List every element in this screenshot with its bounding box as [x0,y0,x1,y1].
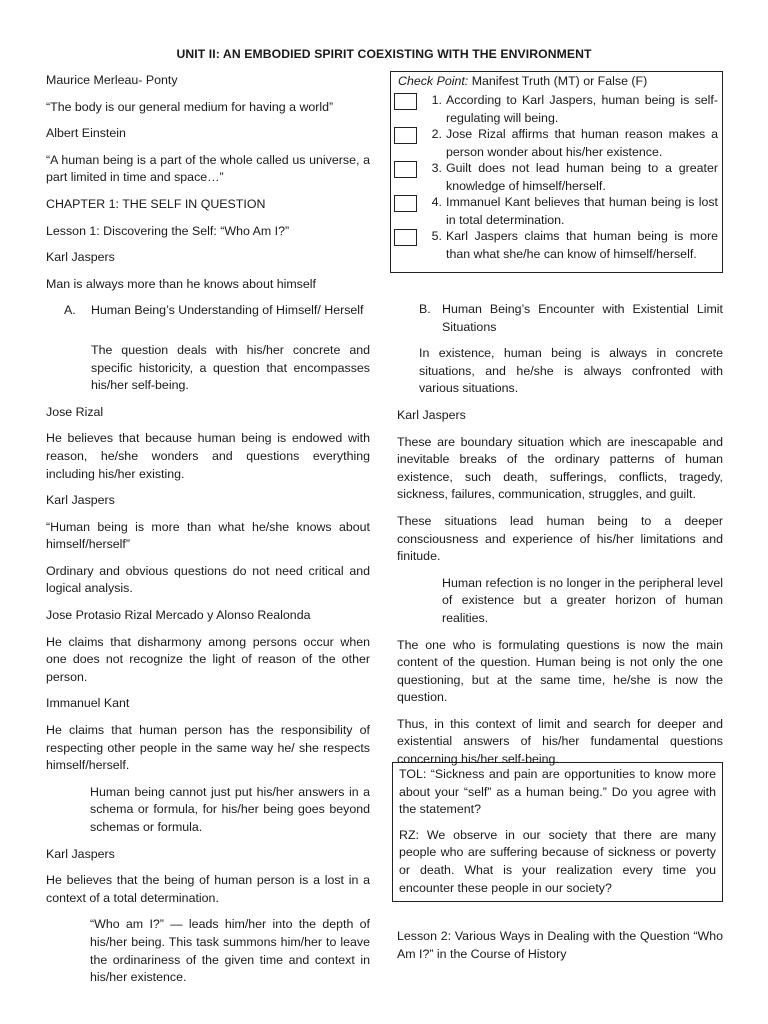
item-number: 4. [431,195,442,209]
paragraph: Human refection is no longer in the peripheral level of existence but a greater horizon of human realities. [442,575,723,625]
paragraph: “Who am I?” — leads him/her into the depth of his/her being. This task summons him/her to leave the ordinariness of the given time and context in his/her existence. [90,917,370,985]
author-name: Jose Rizal [46,404,104,419]
author-name: Karl Jaspers [46,250,115,265]
section-letter: A. [64,303,76,318]
paragraph: Ordinary and obvious questions do not need critical and logical analysis. [46,563,370,596]
author-name: Albert Einstein [46,126,126,141]
author-name: Jose Protasio Rizal Mercado y Alonso Realonda [46,608,311,623]
lesson-heading: Lesson 2: Various Ways in Dealing with the Question “Who Am I?” in the Course of History [397,929,723,961]
chapter-heading: CHAPTER 1: THE SELF IN QUESTION [46,196,266,211]
lesson-heading: Lesson 1: Discovering the Self: “Who Am I?” [46,223,290,238]
paragraph: These situations lead human being to a deeper consciousness and experience of his/her limitations and finitude. [397,513,723,564]
item-text: Guilt does not lead human being to a greater knowledge of himself/herself. [446,161,718,193]
check-point-title [398,73,647,91]
check-item [394,194,718,229]
answer-box[interactable] [394,93,417,110]
unit-title: UNIT II: AN EMBODIED SPIRIT COEXISTING WITH THE ENVIRONMENT [176,47,592,61]
lesson-2-heading [397,928,723,972]
answer-box[interactable] [394,127,417,144]
paragraph: These are boundary situation which are inescapable and inevitable breaks of the ordinary patterns of human existence, such death, sufferings, conflicts, tragedy, sickness, failures, communication, struggles, and guilt. [397,434,723,502]
quote: “Human being is more than what he/she knows about himself/herself” [46,519,370,552]
paragraph: The one who is formulating questions is now the main content of the question. Human being is not only the one questioning, but at the same time, he/she is now the question. [397,637,723,705]
paragraph: In existence, human being is always in concrete situations, and he/she is always confronted with various situations. [419,346,723,396]
check-item [394,92,718,127]
answer-box[interactable] [394,195,417,212]
author-name: Karl Jaspers [46,846,115,861]
author-name: Maurice Merleau- Ponty [46,73,178,87]
tol-rz-box [392,762,723,902]
paragraph: He claims that human person has the responsibility of respecting other people in the same way he/ she respects himself/herself. [46,723,370,773]
item-text: Jose Rizal affirms that human reason makes a person wonder about his/her existence. [446,127,718,159]
check-item [394,126,718,161]
tol-prompt: TOL: “Sickness and pain are opportunities to know more about your “self” as a human being.” Do you agree with the statement? [399,767,716,817]
section-b-heading [419,301,723,336]
quote: “The body is our general medium for having a world” [46,99,334,114]
answer-box[interactable] [394,161,417,178]
item-number: 3. [431,161,442,175]
paragraph: He believes that because human being is endowed with reason, he/she wonders and questions everything including his/her existing. [46,431,370,481]
author-name: Karl Jaspers [46,493,115,508]
section-letter: B. [419,302,431,316]
right-column [397,301,723,778]
check-item [394,228,718,263]
answer-box[interactable] [394,229,417,246]
left-column [46,72,370,996]
paragraph: Human being cannot just put his/her answers in a schema or formula, for his/her being goes beyond schemas or formula. [90,784,370,834]
rz-prompt: RZ: We observe in our society that there are many people who are suffering because of sickness or poverty or death. What is your realization every time you encounter these people in our society? [399,827,716,895]
item-number: 1. [431,93,442,107]
section-a-heading [64,302,370,320]
check-point-label: Check Point: [398,74,469,88]
statement: Man is always more than he knows about himself [46,276,316,291]
paragraph: He believes that the being of human person is a lost in a context of a total determination. [46,873,370,905]
author-name: Karl Jaspers [397,407,466,422]
author-name: Immanuel Kant [46,696,130,711]
item-text: Karl Jaspers claims that human being is more than what she/he can know of himself/herself. [446,229,718,261]
quote: “A human being is a part of the whole called us universe, a part limited in time and space…” [46,152,370,185]
paragraph: Thus, in this context of limit and search for deeper and existential answers of his/her fundamental questions concerning his/her self-being. [397,716,723,767]
paragraph: He claims that disharmony among persons occur when one does not recognize the light of reason of the other person. [46,634,370,684]
section-title: Human Being’s Understanding of Himself/ Herself [91,303,364,318]
item-number: 5. [431,229,442,243]
item-text: According to Karl Jaspers, human being is self-regulating will being. [446,93,718,125]
check-item [394,160,718,195]
check-point-box [390,71,723,273]
check-point-instructions: Manifest Truth (MT) or False (F) [468,74,648,88]
paragraph: The question deals with his/her concrete and specific historicity, a question that encompasses his/her self-being. [91,342,370,393]
item-number: 2. [431,127,442,141]
item-text: Immanuel Kant believes that human being is lost in total determination. [446,195,718,227]
section-title: Human Being’s Encounter with Existential Limit Situations [442,302,723,334]
